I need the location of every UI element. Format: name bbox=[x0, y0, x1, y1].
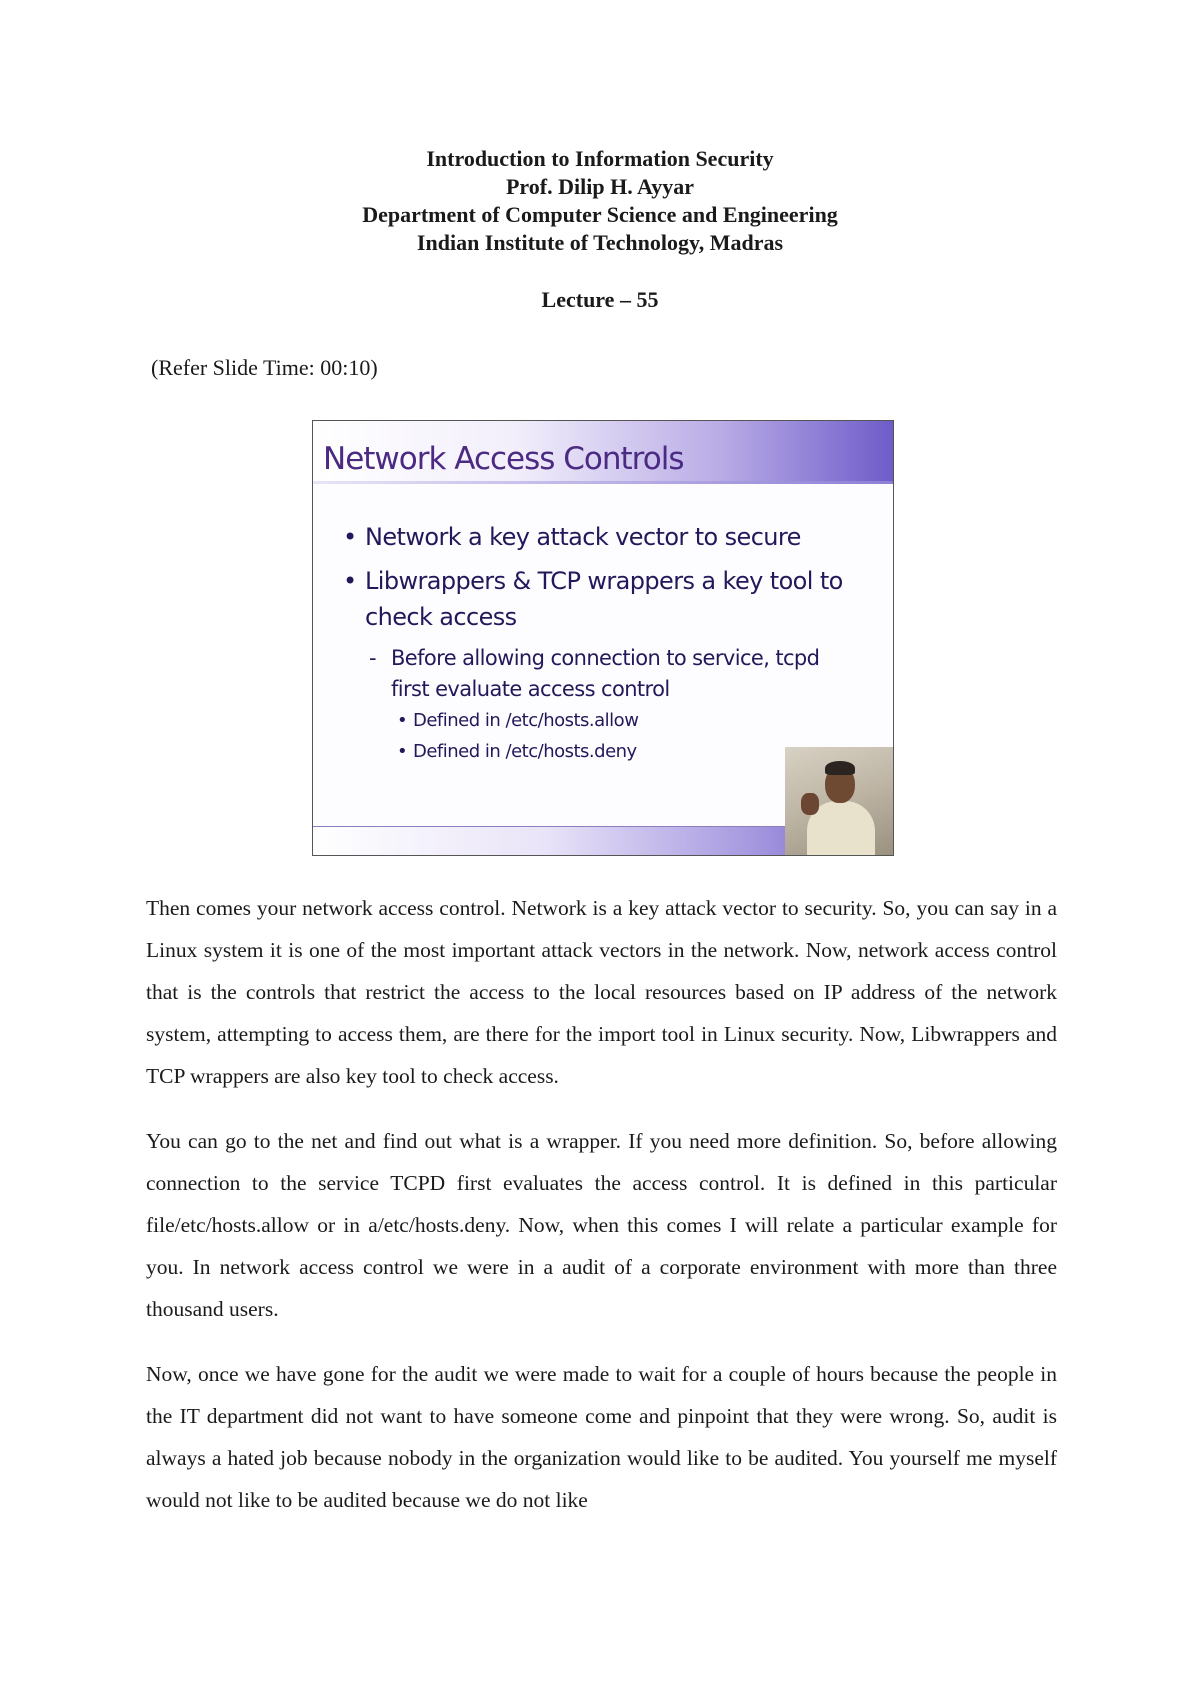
slide-bullet: • Network a key attack vector to secure bbox=[343, 519, 863, 555]
slide-title-bar bbox=[313, 421, 893, 482]
speaker-video-thumbnail bbox=[785, 747, 893, 855]
professor-name: Prof. Dilip H. Ayyar bbox=[505, 174, 694, 199]
speaker-hand bbox=[801, 793, 819, 815]
transcript-body bbox=[146, 887, 1057, 1544]
lecture-number: Lecture – 55 bbox=[541, 287, 659, 312]
slide-sub-sub-bullet: • Defined in /etc/hosts.deny bbox=[343, 736, 863, 767]
refer-slide-time: (Refer Slide Time: 00:10) bbox=[151, 355, 378, 380]
course-title: Introduction to Information Security bbox=[426, 146, 774, 171]
institute-name: Indian Institute of Technology, Madras bbox=[416, 230, 784, 255]
slide-image bbox=[312, 420, 894, 856]
department-name: Department of Computer Science and Engineering bbox=[362, 202, 838, 227]
slide-sub-bullet: - Before allowing connection to service, tcpd first evaluate access control bbox=[343, 643, 863, 705]
slide-bullet: • Libwrappers & TCP wrappers a key tool to check access bbox=[343, 563, 863, 635]
slide-title: Network Access Controls bbox=[323, 441, 684, 477]
document-header bbox=[0, 145, 1200, 257]
transcript-paragraph: Now, once we have gone for the audit we were made to wait for a couple of hours because the people in the IT department did not want to have someone come and pinpoint that they were wrong. So, audit is always a hated job because nobody in the organization would like to be audited. You yourself me myself would not like to be audited because we do not like bbox=[146, 1362, 1057, 1512]
speaker-hair bbox=[825, 761, 855, 775]
transcript-paragraph: Then comes your network access control. Network is a key attack vector to security. So, you can say in a Linux system it is one of the most important attack vectors in the network. Now, network access control that is the controls that restrict the access to the local resources based on IP address of the network system, attempting to access them, are there for the import tool in Linux security. Now, Libwrappers and TCP wrappers are also key tool to check access. bbox=[146, 896, 1057, 1088]
slide-body bbox=[343, 519, 863, 767]
slide-sub-sub-bullet: • Defined in /etc/hosts.allow bbox=[343, 705, 863, 736]
transcript-paragraph: You can go to the net and find out what is a wrapper. If you need more definition. So, before allowing connection to the service TCPD first evaluates the access control. It is defined in this particular file/etc/hosts.allow or in a/etc/hosts.deny. Now, when this comes I will relate a particular example for you. In network access control we were in a audit of a corporate environment with more than three thousand users. bbox=[146, 1129, 1057, 1321]
